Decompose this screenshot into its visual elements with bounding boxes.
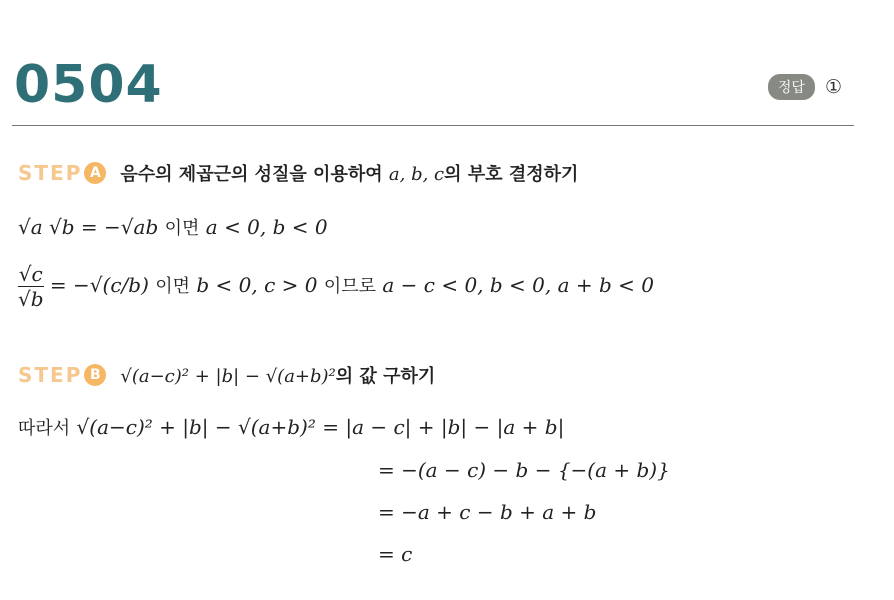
line2-condition-2: a − c < 0, b < 0, a + b < 0 — [382, 273, 655, 297]
step-a-title: 음수의 제곱근의 성질을 이용하여 a, b, c의 부호 결정하기 — [120, 164, 579, 185]
line1-korean: 이면 — [164, 218, 200, 239]
derivation-prefix: 따라서 — [18, 418, 71, 439]
step-b-title: √(a−c)² + |b| − √(a+b)²의 값 구하기 — [120, 366, 436, 387]
condition-line-2 — [18, 262, 654, 311]
derivation-row-2: = −(a − c) − b − {−(a + b)} — [378, 458, 670, 482]
line2-korean-2: 이므로 — [323, 276, 377, 297]
derivation-row-4: = c — [378, 542, 413, 566]
step-b-heading — [18, 362, 435, 388]
step-label: STEP — [18, 363, 83, 387]
line2-korean-1: 이면 — [155, 276, 191, 297]
derivation-lhs: √(a−c)² + |b| − √(a+b)² — [76, 415, 316, 439]
answer-badge: 정답 — [768, 74, 815, 100]
fraction-sqrt-c-over-sqrt-b: $\frac{√c}{√b}$ — [18, 262, 44, 311]
line2-math: = −√(c/b) — [49, 273, 149, 297]
derivation-first-line — [18, 414, 564, 440]
line1-math: √a √b = −√ab — [18, 215, 159, 239]
answer-area — [768, 74, 842, 100]
line1-condition: a < 0, b < 0 — [205, 215, 328, 239]
condition-line-1 — [18, 214, 328, 240]
answer-value: ① — [824, 76, 842, 98]
step-label: STEP — [18, 161, 83, 185]
problem-number: 0504 — [14, 55, 163, 115]
header-divider — [12, 125, 854, 126]
step-a-heading — [18, 160, 578, 186]
line2-condition-1: b < 0, c > 0 — [196, 273, 318, 297]
step-b-circle-icon: B — [84, 364, 106, 386]
step-a-circle-icon: A — [84, 162, 106, 184]
derivation-row-1: = |a − c| + |b| − |a + b| — [322, 415, 565, 439]
derivation-row-3: = −a + c − b + a + b — [378, 500, 597, 524]
